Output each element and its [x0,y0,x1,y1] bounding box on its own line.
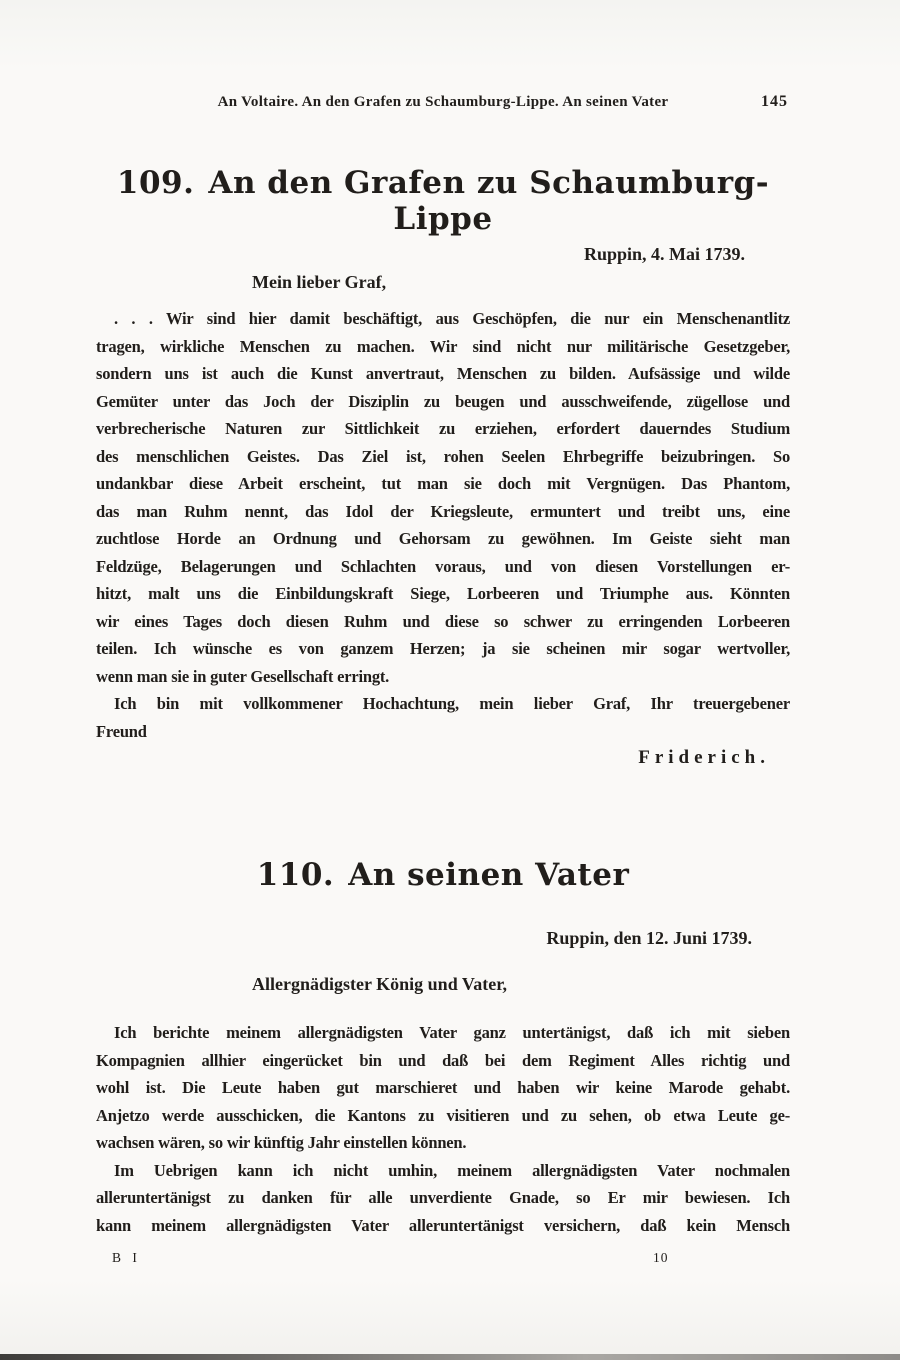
text-line: Im Uebrigen kann ich nicht umhin, meinem allergnädigsten Vater nochmalen [114,1160,790,1180]
text-line: sondern uns ist auch die Kunst anvertraut, Menschen zu bilden. Aufsässige und wilde [96,364,790,383]
text-line: zuchtlose Horde an Ordnung und Gehorsam zu gewöhnen. Im Geiste sieht man [96,529,790,548]
letter-110-body [96,1019,790,1239]
text-line: des menschlichen Geistes. Das Ziel ist, rohen Seelen Ehrbegriffe beizubringen. So [96,446,790,466]
text-line: wir eines Tages doch diesen Ruhm und diese so schwer zu erringenden Lorbeeren [96,611,790,631]
text-line: kann meinem allergnädigsten Vater alleruntertänigst versichern, daß kein Mensch [96,1215,790,1235]
text-line: wachsen wären, so wir künftig Jahr einstellen können. [96,1133,467,1152]
text-line: hitzt, malt uns die Einbildungskraft Siege, Lorbeeren und Triumphe aus. Könnten [96,584,790,603]
text-line: tragen, wirkliche Menschen zu machen. Wir sind nicht nur militärische Gesetzgeber, [96,336,790,356]
letter-number: 109. [116,165,195,201]
text-line: Freund [96,721,147,741]
salutation: Mein lieber Graf, [252,272,387,292]
dateline: Ruppin, den 12. Juni 1739. [546,928,752,948]
running-header: An Voltaire. An den Grafen zu Schaumburg-Lippe. An seinen Vater [217,94,669,110]
text-line: wohl ist. Die Leute haben gut marschieret und haben wir keine Marode gehabt. [96,1078,790,1097]
dateline: Ruppin, 4. Mai 1739. [583,244,745,264]
letter-title-text: An seinen Vater [348,857,630,893]
text-line: Ich bin mit vollkommener Hochachtung, mein lieber Graf, Ihr treuergebener [114,694,790,713]
salutation: Allergnädigster König und Vater, [252,974,508,994]
text-line: Kompagnien allhier eingerücket bin und daß bei dem Regiment Alles richtig und [96,1050,790,1070]
letter-109-heading [96,166,790,237]
text-line: teilen. Ich wünsche es von ganzem Herzen; ja sie scheinen mir sogar wertvoller, [96,639,790,658]
letter-109-body [96,305,790,745]
letter-number: 110. [256,857,335,893]
text-line: Ich berichte meinem allergnädigsten Vater ganz untertänigst, daß ich mit sieben [114,1023,790,1042]
signature: Friderich. [638,747,770,768]
text-line: Anjetzo werde ausschicken, die Kantons zu visitieren und zu sehen, ob etwa Leute ge- [96,1105,790,1125]
text-line: alleruntertänigst zu danken für alle unverdiente Gnade, so Er mir bewiesen. Ich [96,1188,790,1207]
footer-sheet-number: 10 [653,1250,669,1265]
text-line: Gemüter unter das Joch der Disziplin zu beugen und ausschweifende, zügellose und [96,391,790,411]
text-line: das man Ruhm nennt, das Idol der Kriegsleute, ermuntert und treibt uns, eine [96,501,790,521]
page-number: 145 [761,93,788,110]
text-line: wenn man sie in guter Gesellschaft erringt. [96,666,390,686]
letter-110-heading [96,858,790,894]
footer-signature-mark: B I [112,1250,141,1265]
text-line: verbrecherische Naturen zur Sittlichkeit zu erziehen, erfordert dauerndes Studium [96,419,790,438]
text-line: . . . Wir sind hier damit beschäftigt, aus Geschöpfen, die nur ein Menschenantlitz [114,309,790,328]
letter-title-text: An den Grafen zu Schaumburg-Lippe [208,165,770,237]
text-line: Feldzüge, Belagerungen und Schlachten voraus, und von diesen Vorstellungen er- [96,556,790,576]
scan-artifact-bottom-edge [0,1354,900,1360]
text-line: undankbar diese Arbeit erscheint, tut man sie doch mit Vergnügen. Das Phantom, [96,474,790,493]
